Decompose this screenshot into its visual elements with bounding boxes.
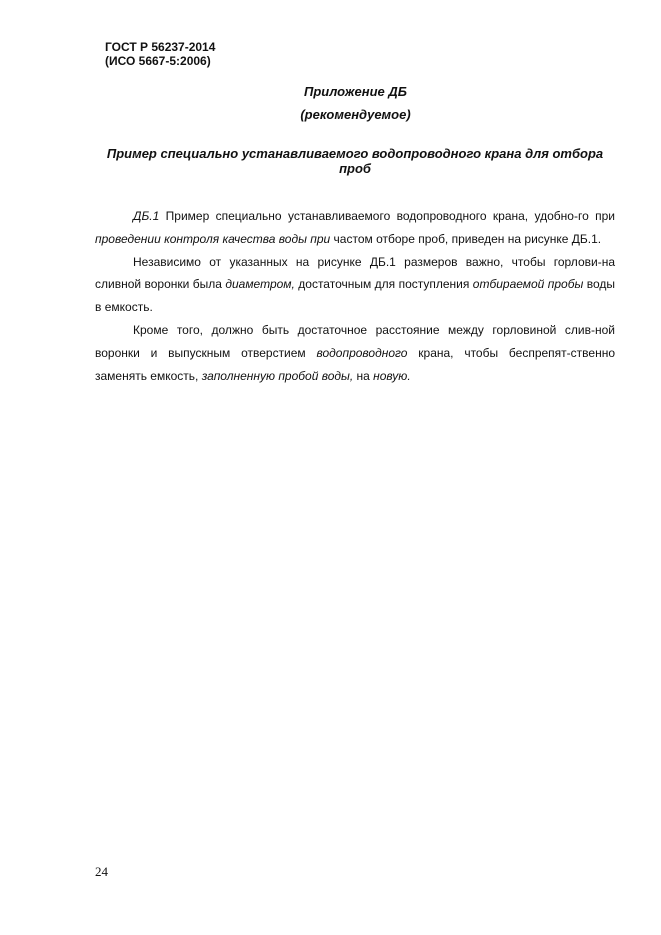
text-span: Кроме того, должно быть достаточное расстояние между горловиной слив-ной воронки и выпускным отверстием xyxy=(95,322,615,360)
text-span: воды в емкость. xyxy=(95,277,615,315)
section-title: Пример специально устанавливаемого водопроводного крана для отбора проб xyxy=(106,146,604,176)
clause-number: ДБ.1 xyxy=(133,209,160,223)
paragraph-1 xyxy=(95,205,615,251)
body-text xyxy=(95,205,615,387)
paragraph-3 xyxy=(95,319,615,387)
text-span: частом отборе проб, приведен на рисунке ДБ.1. xyxy=(330,231,602,246)
iso-reference: (ИСО 5667-5:2006) xyxy=(105,54,211,68)
text-span: Пример специально устанавливаемого водопроводного крана, удобно-го при xyxy=(159,209,615,223)
emphasis-span: водопроводного xyxy=(316,345,408,360)
appendix-title: Приложение ДБ xyxy=(304,84,407,99)
page-number: 24 xyxy=(95,864,108,879)
emphasis-span: заполненную пробой воды, xyxy=(201,368,354,383)
emphasis-span: проведении контроля качества воды при xyxy=(95,231,331,246)
text-span: Независимо от указанных на рисунке ДБ.1 размеров важно, чтобы горлови-на сливной воронки была xyxy=(95,254,615,292)
emphasis-span: новую. xyxy=(373,368,411,383)
document-header xyxy=(105,40,215,68)
text-span: на xyxy=(353,368,374,383)
emphasis-span: отбираемой пробы xyxy=(472,277,584,292)
appendix-subtitle: (рекомендуемое) xyxy=(300,107,411,122)
text-span: достаточным для поступления xyxy=(294,277,473,292)
emphasis-span: диаметром, xyxy=(225,277,295,292)
standard-number: ГОСТ Р 56237-2014 xyxy=(105,40,216,54)
text-span: крана, чтобы беспрепят-ственно заменять емкость, xyxy=(95,345,615,383)
paragraph-2 xyxy=(95,251,615,319)
